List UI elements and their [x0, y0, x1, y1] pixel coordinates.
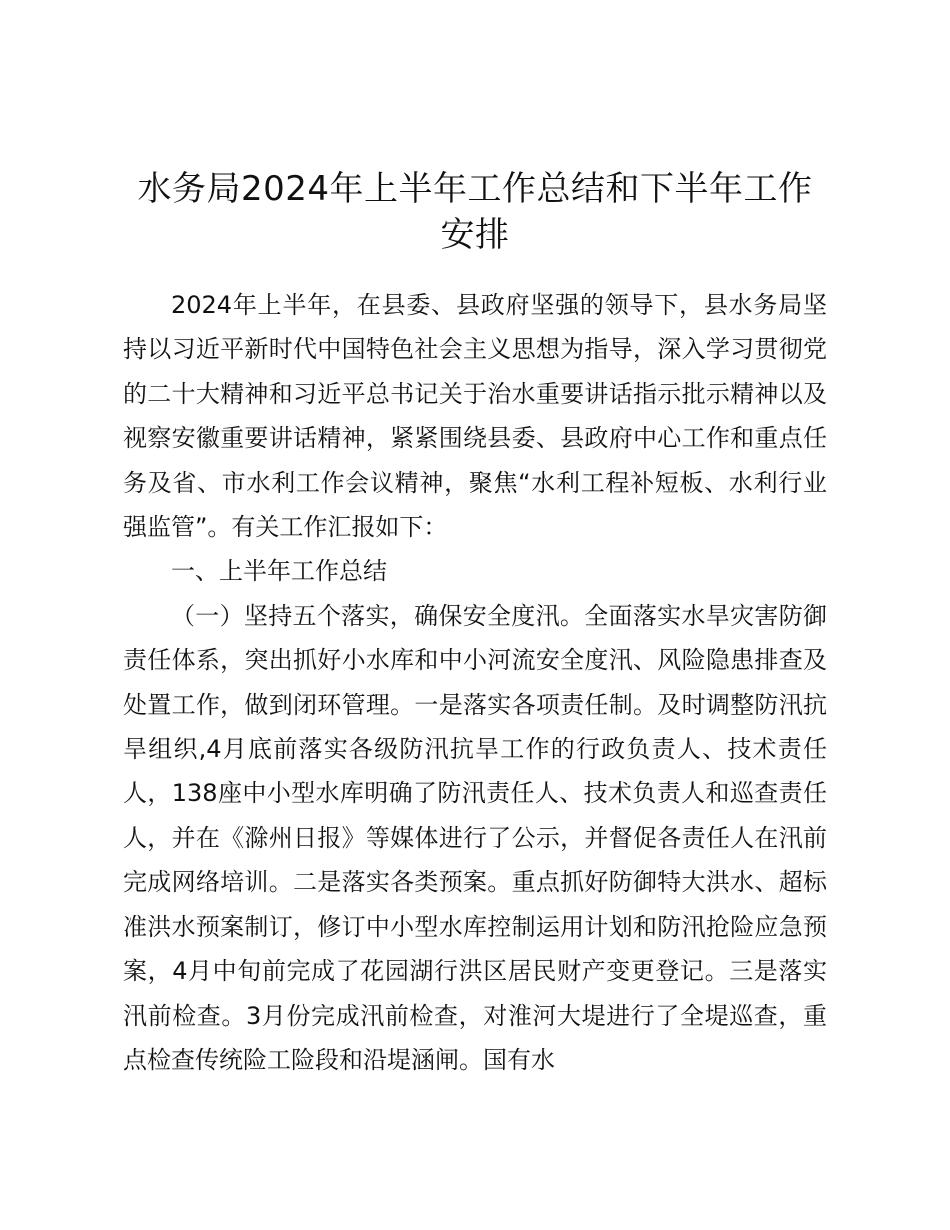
- intro-paragraph: 2024年上半年，在县委、县政府坚强的领导下，县水务局坚持以习近平新时代中国特色社会主义思想为指导，深入学习贯彻党的二十大精神和习近平总书记关于治水重要讲话指示批示精神以及视察安徽重要讲话精神，紧紧围绕县委、县政府中心工作和重点任务及省、市水利工作会议精神，聚焦“水利工程补短板、水利行业强监管”。有关工作汇报如下：: [123, 291, 827, 542]
- title-line-2: 安排: [440, 215, 510, 255]
- title-line-1: 水务局2024年上半年工作总结和下半年工作: [137, 169, 813, 209]
- document-title: [118, 166, 832, 258]
- section-paragraph: （一）坚持五个落实，确保安全度汛。全面落实水旱灾害防御责任体系，突出抓好小水库和中小河流安全度汛、风险隐患排查及处置工作，做到闭环管理。一是落实各项责任制。及时调整防汛抗旱组织,4月底前落实各级防汛抗旱工作的行政负责人、技术责任人，138座中小型水库明确了防汛责任人、技术负责人和巡查责任人，并在《滁州日报》等媒体进行了公示，并督促各责任人在汛前完成网络培训。二是落实各类预案。重点抓好防御特大洪水、超标准洪水预案制订，修订中小型水库控制运用计划和防汛抢险应急预案，4月中旬前完成了花园湖行洪区居民财产变更登记。三是落实汛前检查。3月份完成汛前检查，对淮河大堤进行了全堤巡查，重点检查传统险工险段和沿堤涵闸。国有水: [123, 601, 827, 1074]
- section-heading: 一、上半年工作总结: [171, 557, 387, 586]
- document-body: [123, 283, 827, 1082]
